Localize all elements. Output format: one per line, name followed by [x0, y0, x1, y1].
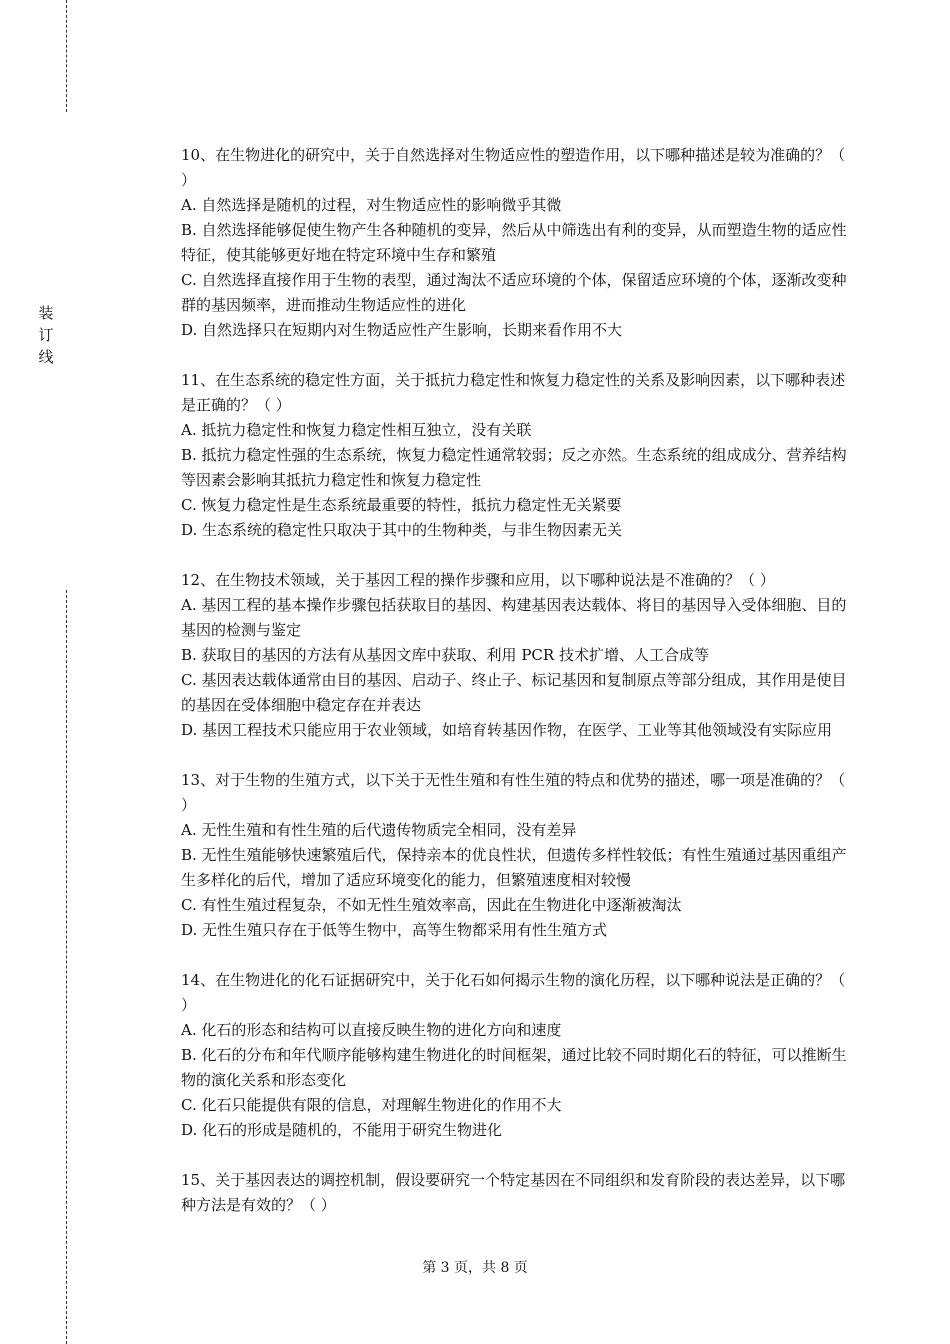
option-c: C. 化石只能提供有限的信息，对理解生物进化的作用不大	[181, 1096, 562, 1114]
binding-char: 订	[38, 326, 54, 344]
option-a: A. 无性生殖和有性生殖的后代遗传物质完全相同，没有差异	[181, 821, 577, 839]
question-12	[181, 568, 853, 743]
binding-line-bottom	[66, 590, 67, 1344]
question-stem: 12、在生物技术领域，关于基因工程的操作步骤和应用，以下哪种说法是不准确的？（ ）	[181, 571, 775, 589]
option-a: A. 化石的形态和结构可以直接反映生物的进化方向和速度	[181, 1021, 562, 1039]
binding-char: 线	[38, 348, 54, 366]
option-c: C. 基因表达载体通常由目的基因、启动子、终止子、标记基因和复制原点等部分组成，其作用是使目的基因在受体细胞中稳定存在并表达	[181, 671, 847, 714]
option-d: D. 自然选择只在短期内对生物适应性产生影响，长期来看作用不大	[181, 321, 623, 339]
question-11	[181, 368, 853, 543]
option-d: D. 基因工程技术只能应用于农业领域，如培育转基因作物，在医学、工业等其他领域没有实际应用	[181, 721, 833, 739]
question-stem: 15、关于基因表达的调控机制，假设要研究一个特定基因在不同组织和发育阶段的表达差异，以下哪种方法是有效的？（ ）	[181, 1171, 846, 1214]
question-stem: 10、在生物进化的研究中，关于自然选择对生物适应性的塑造作用，以下哪种描述是较为准确的？（ ）	[181, 146, 846, 189]
binding-line-top	[66, 0, 67, 112]
option-d: D. 无性生殖只存在于低等生物中，高等生物都采用有性生殖方式	[181, 921, 608, 939]
option-d: D. 生态系统的稳定性只取决于其中的生物种类，与非生物因素无关	[181, 521, 623, 539]
option-a: A. 抵抗力稳定性和恢复力稳定性相互独立，没有关联	[181, 421, 532, 439]
question-13	[181, 768, 853, 943]
option-c: C. 恢复力稳定性是生态系统最重要的特性，抵抗力稳定性无关紧要	[181, 496, 622, 514]
question-stem: 13、对于生物的生殖方式，以下关于无性生殖和有性生殖的特点和优势的描述，哪一项是准确的？（ ）	[181, 771, 846, 814]
question-15	[181, 1168, 853, 1218]
question-14	[181, 968, 853, 1143]
option-b: B. 获取目的基因的方法有从基因文库中获取、利用 PCR 技术扩增、人工合成等	[181, 646, 709, 664]
option-c: C. 有性生殖过程复杂，不如无性生殖效率高，因此在生物进化中逐渐被淘汰	[181, 896, 682, 914]
option-b: B. 化石的分布和年代顺序能够构建生物进化的时间框架，通过比较不同时期化石的特征，可以推断生物的演化关系和形态变化	[181, 1046, 847, 1089]
page-footer: 第 3 页，共 8 页	[422, 1260, 528, 1276]
option-b: B. 自然选择能够促使生物产生各种随机的变异，然后从中筛选出有利的变异，从而塑造生物的适应性特征，使其能够更好地在特定环境中生存和繁殖	[181, 221, 847, 264]
option-c: C. 自然选择直接作用于生物的表型，通过淘汰不适应环境的个体，保留适应环境的个体，逐渐改变种群的基因频率，进而推动生物适应性的进化	[181, 271, 847, 314]
option-b: B. 抵抗力稳定性强的生态系统，恢复力稳定性通常较弱；反之亦然。生态系统的组成成分、营养结构等因素会影响其抵抗力稳定性和恢复力稳定性	[181, 446, 847, 489]
question-stem: 14、在生物进化的化石证据研究中，关于化石如何揭示生物的演化历程，以下哪种说法是正确的？（ ）	[181, 971, 846, 1014]
option-d: D. 化石的形成是随机的，不能用于研究生物进化	[181, 1121, 503, 1139]
question-list	[181, 143, 853, 1243]
question-10	[181, 143, 853, 343]
binding-char: 装	[38, 304, 54, 322]
question-stem: 11、在生态系统的稳定性方面，关于抵抗力稳定性和恢复力稳定性的关系及影响因素，以下哪种表述是正确的？（ ）	[181, 371, 846, 414]
binding-label	[37, 302, 55, 368]
option-b: B. 无性生殖能够快速繁殖后代，保持亲本的优良性状，但遗传多样性较低；有性生殖通过基因重组产生多样化的后代，增加了适应环境变化的能力，但繁殖速度相对较慢	[181, 846, 847, 889]
option-a: A. 自然选择是随机的过程，对生物适应性的影响微乎其微	[181, 196, 562, 214]
option-a: A. 基因工程的基本操作步骤包括获取目的基因、构建基因表达载体、将目的基因导入受体细胞、目的基因的检测与鉴定	[181, 596, 847, 639]
